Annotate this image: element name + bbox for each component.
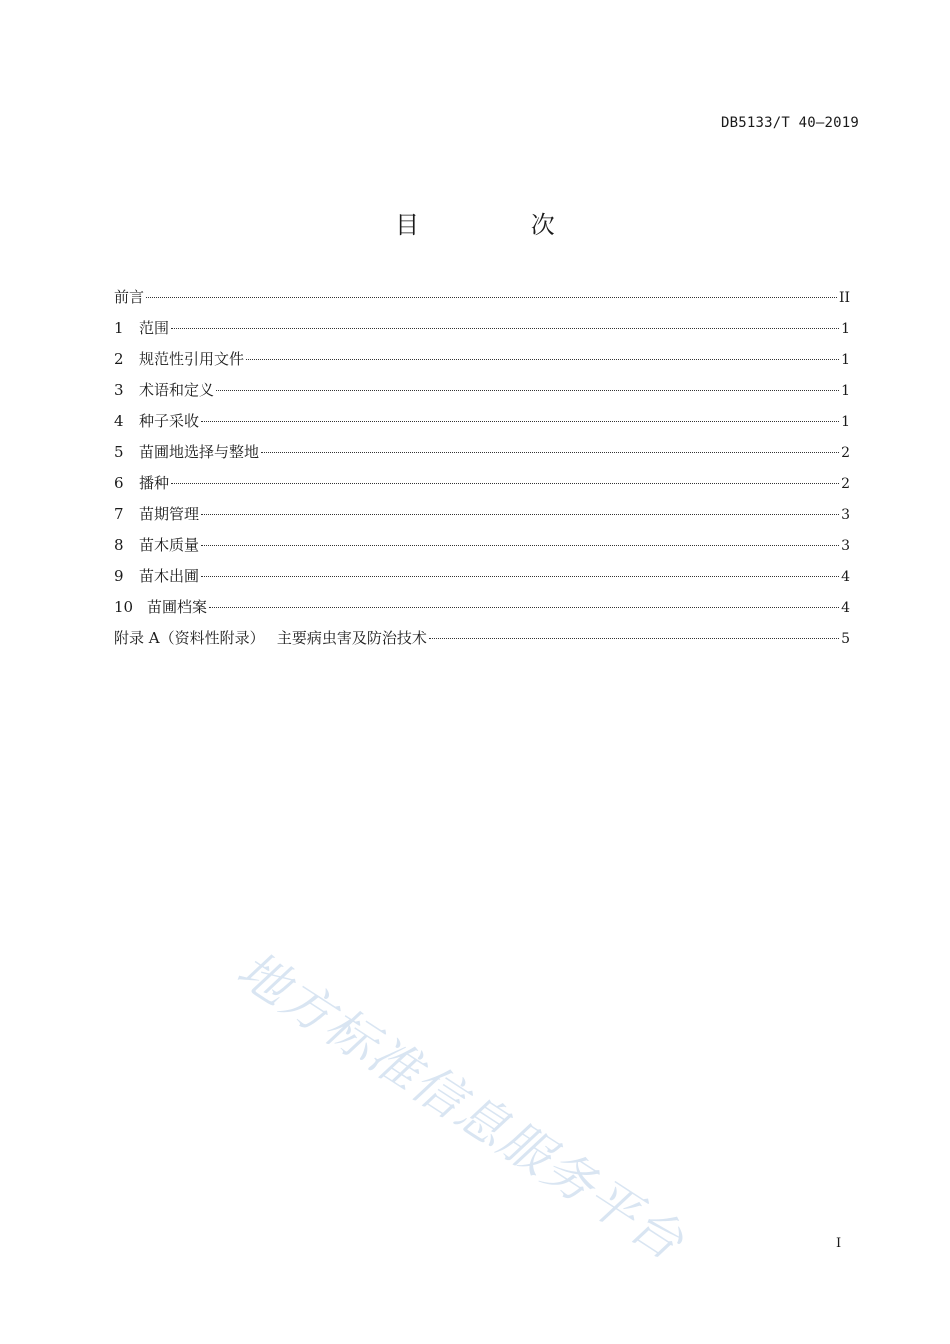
toc-item-label: 种子采收 [139, 412, 200, 430]
document-code: DB5133/T 40—2019 [720, 115, 859, 131]
toc-item-page: 3 [841, 507, 850, 523]
toc-item-page: II [838, 290, 850, 306]
toc-item-page: 4 [841, 569, 850, 585]
toc-item-number: 9 [114, 567, 124, 585]
toc-item-label: 附录 A（资料性附录） 主要病虫害及防治技术 [114, 629, 427, 647]
toc-item-nursery-records[interactable] [114, 596, 850, 627]
toc-item-number: 2 [114, 350, 124, 368]
toc-item-page: 1 [841, 414, 850, 430]
toc-item-seedling-lifting[interactable] [114, 565, 850, 596]
toc-item-number: 6 [114, 474, 124, 492]
toc-item-number: 4 [114, 412, 124, 430]
toc-leader-dots [246, 359, 839, 360]
toc-leader-dots [146, 297, 837, 298]
toc-item-number: 5 [114, 443, 124, 461]
toc-item-label: 规范性引用文件 [139, 350, 245, 368]
toc-item-foreword[interactable] [114, 286, 850, 317]
toc-item-sowing[interactable] [114, 472, 850, 503]
toc-leader-dots [429, 638, 839, 639]
toc-item-scope[interactable] [114, 317, 850, 348]
toc-item-page: 1 [841, 383, 850, 399]
toc-leader-dots [209, 607, 839, 608]
toc-item-page: 1 [841, 321, 850, 337]
toc-item-label: 范围 [139, 319, 170, 337]
toc-leader-dots [201, 514, 839, 515]
toc-leader-dots [216, 390, 839, 391]
toc-leader-dots [171, 328, 839, 329]
watermark: 地方标准信息服务平台 [227, 940, 695, 1272]
toc-item-page: 2 [841, 445, 850, 461]
toc-leader-dots [171, 483, 839, 484]
toc-item-nursery-site[interactable] [114, 441, 850, 472]
toc-item-page: 1 [841, 352, 850, 368]
toc-item-terms-definitions[interactable] [114, 379, 850, 410]
toc-item-normative-references[interactable] [114, 348, 850, 379]
toc-item-label: 前言 [114, 288, 145, 306]
toc-item-seedling-management[interactable] [114, 503, 850, 534]
toc-item-label: 苗木出圃 [139, 567, 200, 585]
toc-item-page: 3 [841, 538, 850, 554]
toc-item-seed-harvesting[interactable] [114, 410, 850, 441]
toc-item-seedling-quality[interactable] [114, 534, 850, 565]
toc-item-page: 5 [841, 631, 850, 647]
toc-leader-dots [201, 576, 839, 577]
toc-item-number: 3 [114, 381, 124, 399]
toc-leader-dots [201, 545, 839, 546]
toc-item-label: 术语和定义 [139, 381, 215, 399]
toc-item-number: 10 [114, 598, 134, 616]
toc-leader-dots [261, 452, 839, 453]
page-title: 目 次 [395, 211, 607, 239]
toc-leader-dots [201, 421, 839, 422]
table-of-contents [114, 286, 850, 658]
toc-item-label: 播种 [139, 474, 170, 492]
toc-item-number: 1 [114, 319, 124, 337]
toc-item-page: 2 [841, 476, 850, 492]
toc-item-number: 8 [114, 536, 124, 554]
toc-item-appendix-a[interactable] [114, 627, 850, 658]
toc-item-number: 7 [114, 505, 124, 523]
page-number: I [836, 1236, 842, 1251]
toc-item-label: 苗木质量 [139, 536, 200, 554]
toc-item-label: 苗期管理 [139, 505, 200, 523]
toc-item-label: 苗圃地选择与整地 [139, 443, 260, 461]
toc-item-page: 4 [841, 600, 850, 616]
toc-item-label: 苗圃档案 [147, 598, 208, 616]
